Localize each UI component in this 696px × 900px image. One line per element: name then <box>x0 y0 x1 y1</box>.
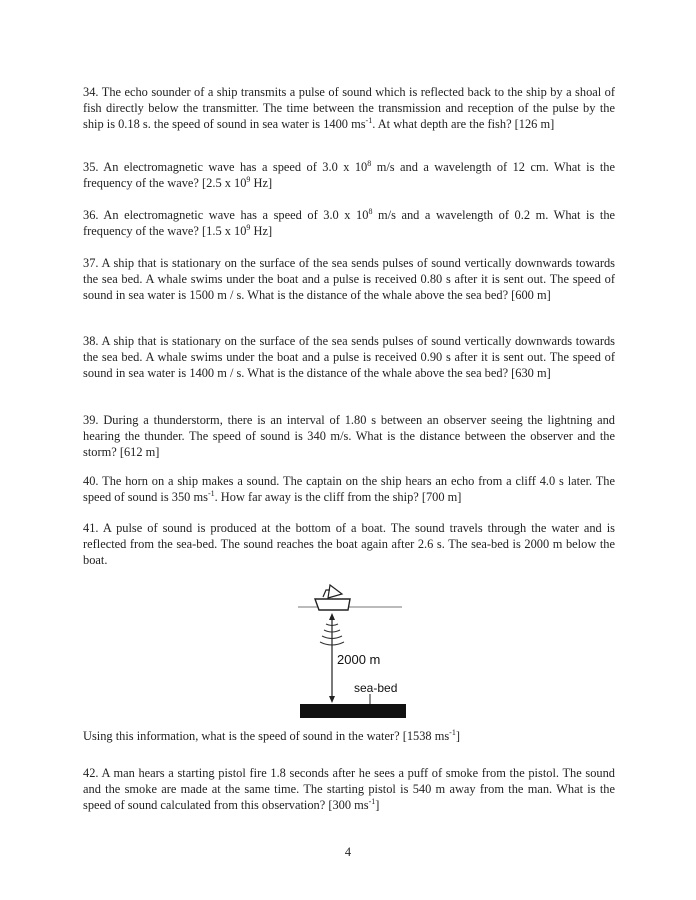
question-36: 36. An electromagnetic wave has a speed of 3.0 x $10^8$ m/s and a wavelength of 0.2 m. What is the frequency of the wave? [1.5 x $10^9$ Hz] <box>83 207 616 238</box>
sea-bed-block <box>300 704 406 718</box>
question-40: 40. The horn on a ship makes a sound. The captain on the ship hears an echo from a cliff 4.0 s later. The speed of sound is 350 $ms^{-1}$. How far away is the cliff from the ship? [700 m] <box>83 474 615 504</box>
question-42: 42. A man hears a starting pistol fire 1.8 seconds after he sees a puff of smoke from the pistol. The sound and the smoke are made at the same time. The starting pistol is 540 m away from the man. What is the speed of sound calculated from this observation? [300 $ms^{-1}$] <box>83 766 615 812</box>
question-35: 35. An electromagnetic wave has a speed of 3.0 x $10^8$ m/s and a wavelength of 12 cm. What is the frequency of the wave? [2.5 x $10^9$ Hz] <box>83 159 616 190</box>
page-number: 4 <box>344 845 352 859</box>
seabed-label: sea-bed <box>354 681 398 695</box>
question-37: 37. A ship that is stationary on the surface of the sea sends pulses of sound vertically downwards towards the sea bed. A whale swims under the boat and a pulse is received 0.80 s after it is sent out. The speed of sound in sea water is 1500 m / s. What is the distance of the whale above the sea bed? [600 m] <box>83 256 616 302</box>
question-41-followup: Using this information, what is the speed of sound in the water? [1538 $ms^{-1}$] <box>83 728 460 743</box>
question-41: 41. A pulse of sound is produced at the bottom of a boat. The sound travels through the water and is reflected from the sea-bed. The sound reaches the boat again after 2.6 s. The sea-bed is 2000 m below the boat. <box>83 521 616 567</box>
echo-sounding-diagram <box>290 580 420 720</box>
question-39: 39. During a thunderstorm, there is an interval of 1.80 s between an observer seeing the lightning and hearing the thunder. The speed of sound is 340 m/s. What is the distance between the observer and the storm? [612 m] <box>83 413 615 459</box>
question-38: 38. A ship that is stationary on the surface of the sea sends pulses of sound vertically downwards towards the sea bed. A whale swims under the boat and a pulse is received 0.90 s after it is sent out. The speed of sound in sea water is 1400 m / s. What is the distance of the whale above the sea bed? [630 m] <box>83 334 616 380</box>
depth-label: 2000 m <box>337 652 381 667</box>
boat-icon <box>315 585 350 610</box>
question-34: 34. The echo sounder of a ship transmits a pulse of sound which is reflected back to the ship by a shoal of fish directly below the transmitter. The time between the transmission and reception of the pulse by the ship is 0.18 s. the speed of sound in sea water is 1400 $ms^{-1}$. At what depth are the fish? [126 m] <box>83 85 616 131</box>
